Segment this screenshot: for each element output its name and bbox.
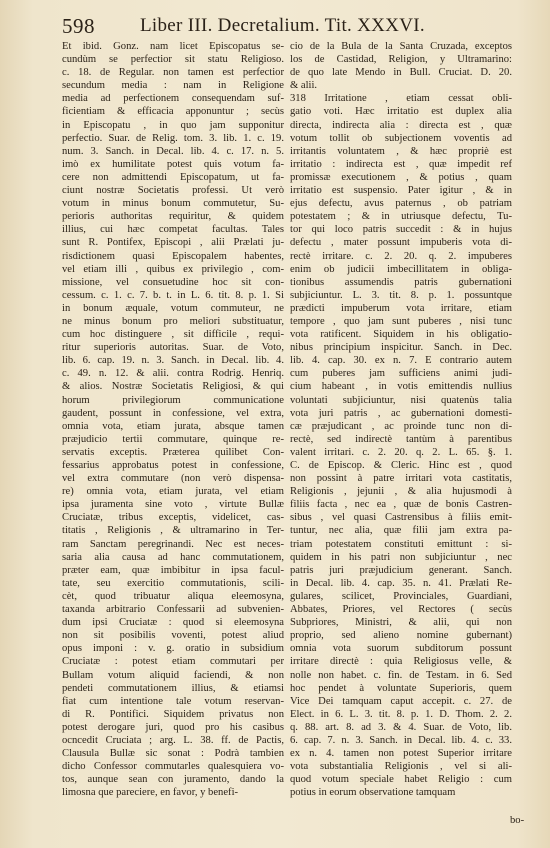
text-line: taxanda arbitrario Confessarii ad subvenien- [62,604,284,616]
text-line: Vice Dei tamquam caput accepit. c. 27. de [290,695,512,707]
text-line: vel etiam illi , quibus ex privilegio , com- [62,263,284,275]
text-line: vota substantialia Religionis , vel si ali- [290,761,512,773]
text-line: cæ præjudicant , ac proinde tunc non di- [290,420,512,432]
text-line: perioris authoritas requiritur, & quidem [62,211,284,223]
text-line: proprio, sed alieno nomine gubernant) [290,630,512,642]
text-line: directa, indirecta alia : directa est , quæ [290,119,512,131]
text-line: dicho Confessor commutarles qualesquiera vo- [62,761,284,773]
text-line: patris juri præjudicium generant. Sanch. [290,564,512,576]
text-line: Abbates, Priores, vel Rectores ( secùs [290,604,512,616]
text-line: promissæ executionem , & potius , quam [290,171,512,183]
text-line: voluntati subjiciuntur, nisi quatenùs talia [290,394,512,406]
text-line: tionibus assumendis patris gubernationi [290,276,512,288]
text-line: c. 18. de Regular. non tamen est perfectior [62,67,284,79]
text-line: dum ipsi Cruciatæ : quod si eleemosyna [62,617,284,629]
text-line: los de Castidad, Religion, y Ultramarino: [290,54,512,66]
text-line: titatis , Religionis , & ultramarino in Ter- [62,525,284,537]
text-line: nibus principium inspicitur. Sanch. in Dec. [290,342,512,354]
left-text-column [62,40,284,799]
text-line: pendeti commutationem illius, & etiamsi [62,682,284,694]
text-line: servatis exceptis. Præterea quilibet Con- [62,446,284,458]
text-line: cium habeant , in votis emittendis nullius [290,381,512,393]
text-line: in Episcopatu , in quo jam supponitur [62,119,284,131]
catchword: bo- [510,815,525,826]
text-line: potestatem ; & in utriusque defectu, Tu- [290,211,512,223]
text-line: cèt, quod tribuatur aliqua eleemosyna, [62,590,284,602]
text-line: votum tollit ob subjectionem voventis ad [290,132,512,144]
text-line: Subpriores, Ministri, & alii, qui non [290,617,512,629]
text-line: omnia vota suorum subditorum possunt [290,643,512,655]
text-line: re) omnia vota, etiam jurata, vel etiam [62,486,284,498]
text-line: subjiciuntur. L. 3. tit. 8. p. 1. possuntque [290,289,512,301]
text-line: nolle non habet. c. fin. de Testam. in 6. Sed [290,669,512,681]
text-line: fessarius approbatus potest in confessione, [62,460,284,471]
text-line: quod votum speciale habet Religio : cum [290,774,512,786]
text-line: ne minus bonum pro meliori substituatur, [62,315,284,327]
text-line: media ad perfectionem consequendam suf- [62,93,284,105]
text-line: cundùm se perfectior sit statu Religioso. [62,54,284,66]
text-line: tempore , quo jam sunt puberes , nisi tunc [290,315,512,327]
text-line: irritare directè : quia Religiosus velle, & [290,656,512,668]
text-line: lib. 6. cap. 19. n. 3. Sanch. in Decal. lib. 4. [62,355,284,367]
text-line: votum in minus bonum commutetur, Su- [62,198,284,210]
text-line: præjudicio tertii commutare, quinque re- [62,433,284,445]
text-line: c. 49. n. 12. & alii. contra Rodrig. Henriq. [62,368,284,380]
text-line: defectu , mater possunt impuberis vota di- [290,237,512,249]
text-line: Cruciatæ, tribus exceptis, videlicet, cas- [62,512,284,524]
text-line: cessum. c. 1. c. 7. b. t. in L. 6. tit. 8. p. 1. Si [62,289,284,301]
text-line: Et ibid. Gonz. nam licet Episcopatus se- [62,41,284,52]
text-line: rectè irritare. c. 2. 20. q. 2. impuberes [290,250,512,262]
text-line: missione, vel consuetudine hoc sit con- [62,276,284,288]
text-line: limosna que pareciere, en favor, y benefi- [62,787,239,799]
text-line: saria alia causa ad hanc commutationem, [62,551,284,563]
text-line: C. de Episcop. & Cleric. Hinc est , quod [290,460,512,471]
text-line: in Decal. lib. 4. cap. 35. n. 41. Prælati Re- [290,577,512,589]
text-line: sibus , vel quasi Castrensibus à filiis emit- [290,512,512,524]
text-line: q. 88. art. 8. ad 3. & 4. Suar. de Voto, lib. [290,721,512,733]
text-line: ficientiam & efficacia apponuntur ; secùs [62,106,284,118]
text-line: valent irritari. c. 2. 20. q. 2. L. 65. §. 1. [290,446,512,458]
text-line: illius, cui hæc competat facultas. Tales [62,224,284,236]
text-line: quidem in his patri non subjiciuntur , nec [290,551,512,563]
page-number: 598 [62,14,95,38]
text-line: gulares, scilicet, Provinciales, Guardiani, [290,590,512,602]
text-line: Bullam votum aliquid faciendi, & non [62,669,284,681]
right-text-column [290,40,512,799]
text-line: ex n. 4. tamen non potest Superior irritare [290,748,512,760]
text-line: cere non admittendi Episcopatum, ut fa- [62,171,284,183]
text-line: ocncedit Cruciata ; arg. L. 38. ff. de Pactis, [62,734,284,746]
text-line: ejus defectu, avus paternus , ob patriam [290,198,512,210]
text-line: secundum media : nam in Religione [62,80,284,92]
text-line: cum puberes jam sufficiens animi judi- [290,368,512,380]
page-header [62,14,532,40]
text-line: vel extra commutare (non verò dispensa- [62,473,284,485]
text-line: Clausula Bullæ sic sonat : Podrà tambien [62,748,284,760]
text-line: di R. Pontifici. Siquidem privatus non [62,708,284,720]
text-line: Elect. in 6. L. 3. tit. 8. p. 1. D. Thom. 2. 2. [290,708,512,720]
text-line: ciunt nostræ Societatis professi. Ut verò [62,185,284,197]
running-title: Liber III. Decretalium. Tit. XXXVI. [140,15,425,36]
text-line: præter eam, quæ imbibitur in ipsa facul- [62,564,284,576]
text-line: & alii. [290,80,318,92]
text-line: non sit posibilis voventi, potest aliud [62,630,284,642]
text-line: horum privilegiorum communicatione [62,394,284,406]
text-line: opus imponi : v. g. oratio in subsidium [62,643,284,655]
text-line: enim ob judicii imbecillitatem in obliga- [290,263,512,275]
text-line: potest derogare juri, quod pro his casibus [62,721,284,733]
text-line: tor qui loco patris succedit : & in hujus [290,224,512,236]
text-line: tos, aunque sean con juramento, dando la [62,774,284,786]
text-line: in bonum æquale, votum commuteur, ne [62,302,284,314]
text-line: Cruciatæ : potest etiam commutari per [62,656,284,668]
text-line: gaudent, possunt in confessione, vel extra, [62,407,284,419]
text-line: cum hoc distinguere , sit difficile , requi- [62,329,284,341]
text-line: ram Sanctam peregrinandi. Nec est neces- [62,538,284,550]
text-line: perfectio. Suar. de Relig. tom. 3. lib. 1. c. 19. [62,132,284,144]
text-line: fiat cum intentione tale votum reservan- [62,695,284,707]
text-line: imò ex humilitate potest quis votum fa- [62,158,284,170]
text-line: & alios. Nostræ Societatis Religiosi, & qui [62,381,284,393]
text-line: filiis facta , nec ea , quæ de bonis Castren- [290,499,512,511]
text-line: sunt R. Pontifex, Episcopi , alii Prælati ju- [62,237,284,249]
text-line: Religionis , jejunii , & alia hujusmodi à [290,486,512,498]
text-line: 318 Irritatione , etiam cessat obli- [290,93,512,105]
text-line: de quo late Mendo in Bull. Cruciat. D. 20. [290,67,512,79]
text-line: omnia vota, etiam jurata, absque tamen [62,420,284,432]
text-line: vota ratificent. Siquidem in his obligatio- [290,329,512,341]
text-line: triam potestatem constituti emittunt : si- [290,538,512,550]
text-line: vota juri patris , ac gubernationi domesti- [290,407,512,419]
text-line: prædicti impuberum vota irritare, etiam [290,302,512,314]
text-line: irritatio est suspensio. Pater igitur , & in [290,185,512,197]
text-line: gatio voti. Hæc irritatio est duplex alia [290,106,512,118]
text-line: irritantis voluntatem , & hæc propriè est [290,145,512,157]
text-line: num. 3. Sanch. in Decal. lib. 4. c. 17. n. 5. [62,145,284,157]
text-line: ritur superioris autoritas. Suar. de Voto, [62,342,284,354]
text-line: ipsa juramenta sine voto , virtute Bullæ [62,499,284,511]
text-line: 6. cap. 7. n. 3. Sanch. in Decal. lib. 4. c. 33. [290,734,512,746]
text-line: irritatio : indirecta est , quæ impedit ref [290,158,512,170]
text-line: rectè, sed indirectè tantùm à parentibus [290,433,512,445]
text-line: cio de la Bula de la Santa Cruzada, exceptos [290,41,512,52]
text-line: potius in eorum observatione tamquam [290,787,456,799]
text-line: hoc pendet à voluntate Superioris, quem [290,682,512,694]
text-line: risdictionem quasi Episcopalem habentes, [62,250,284,262]
text-line: tuntur, nec alia, quæ filii jam extra pa- [290,525,512,537]
text-line: lib. 4. cap. 30. ex n. 7. E contrario autem [290,355,512,367]
text-line: tate, seu exercitio commutationis, scili- [62,577,284,589]
text-line: non possint à patre irritari vota castitatis, [290,473,512,485]
